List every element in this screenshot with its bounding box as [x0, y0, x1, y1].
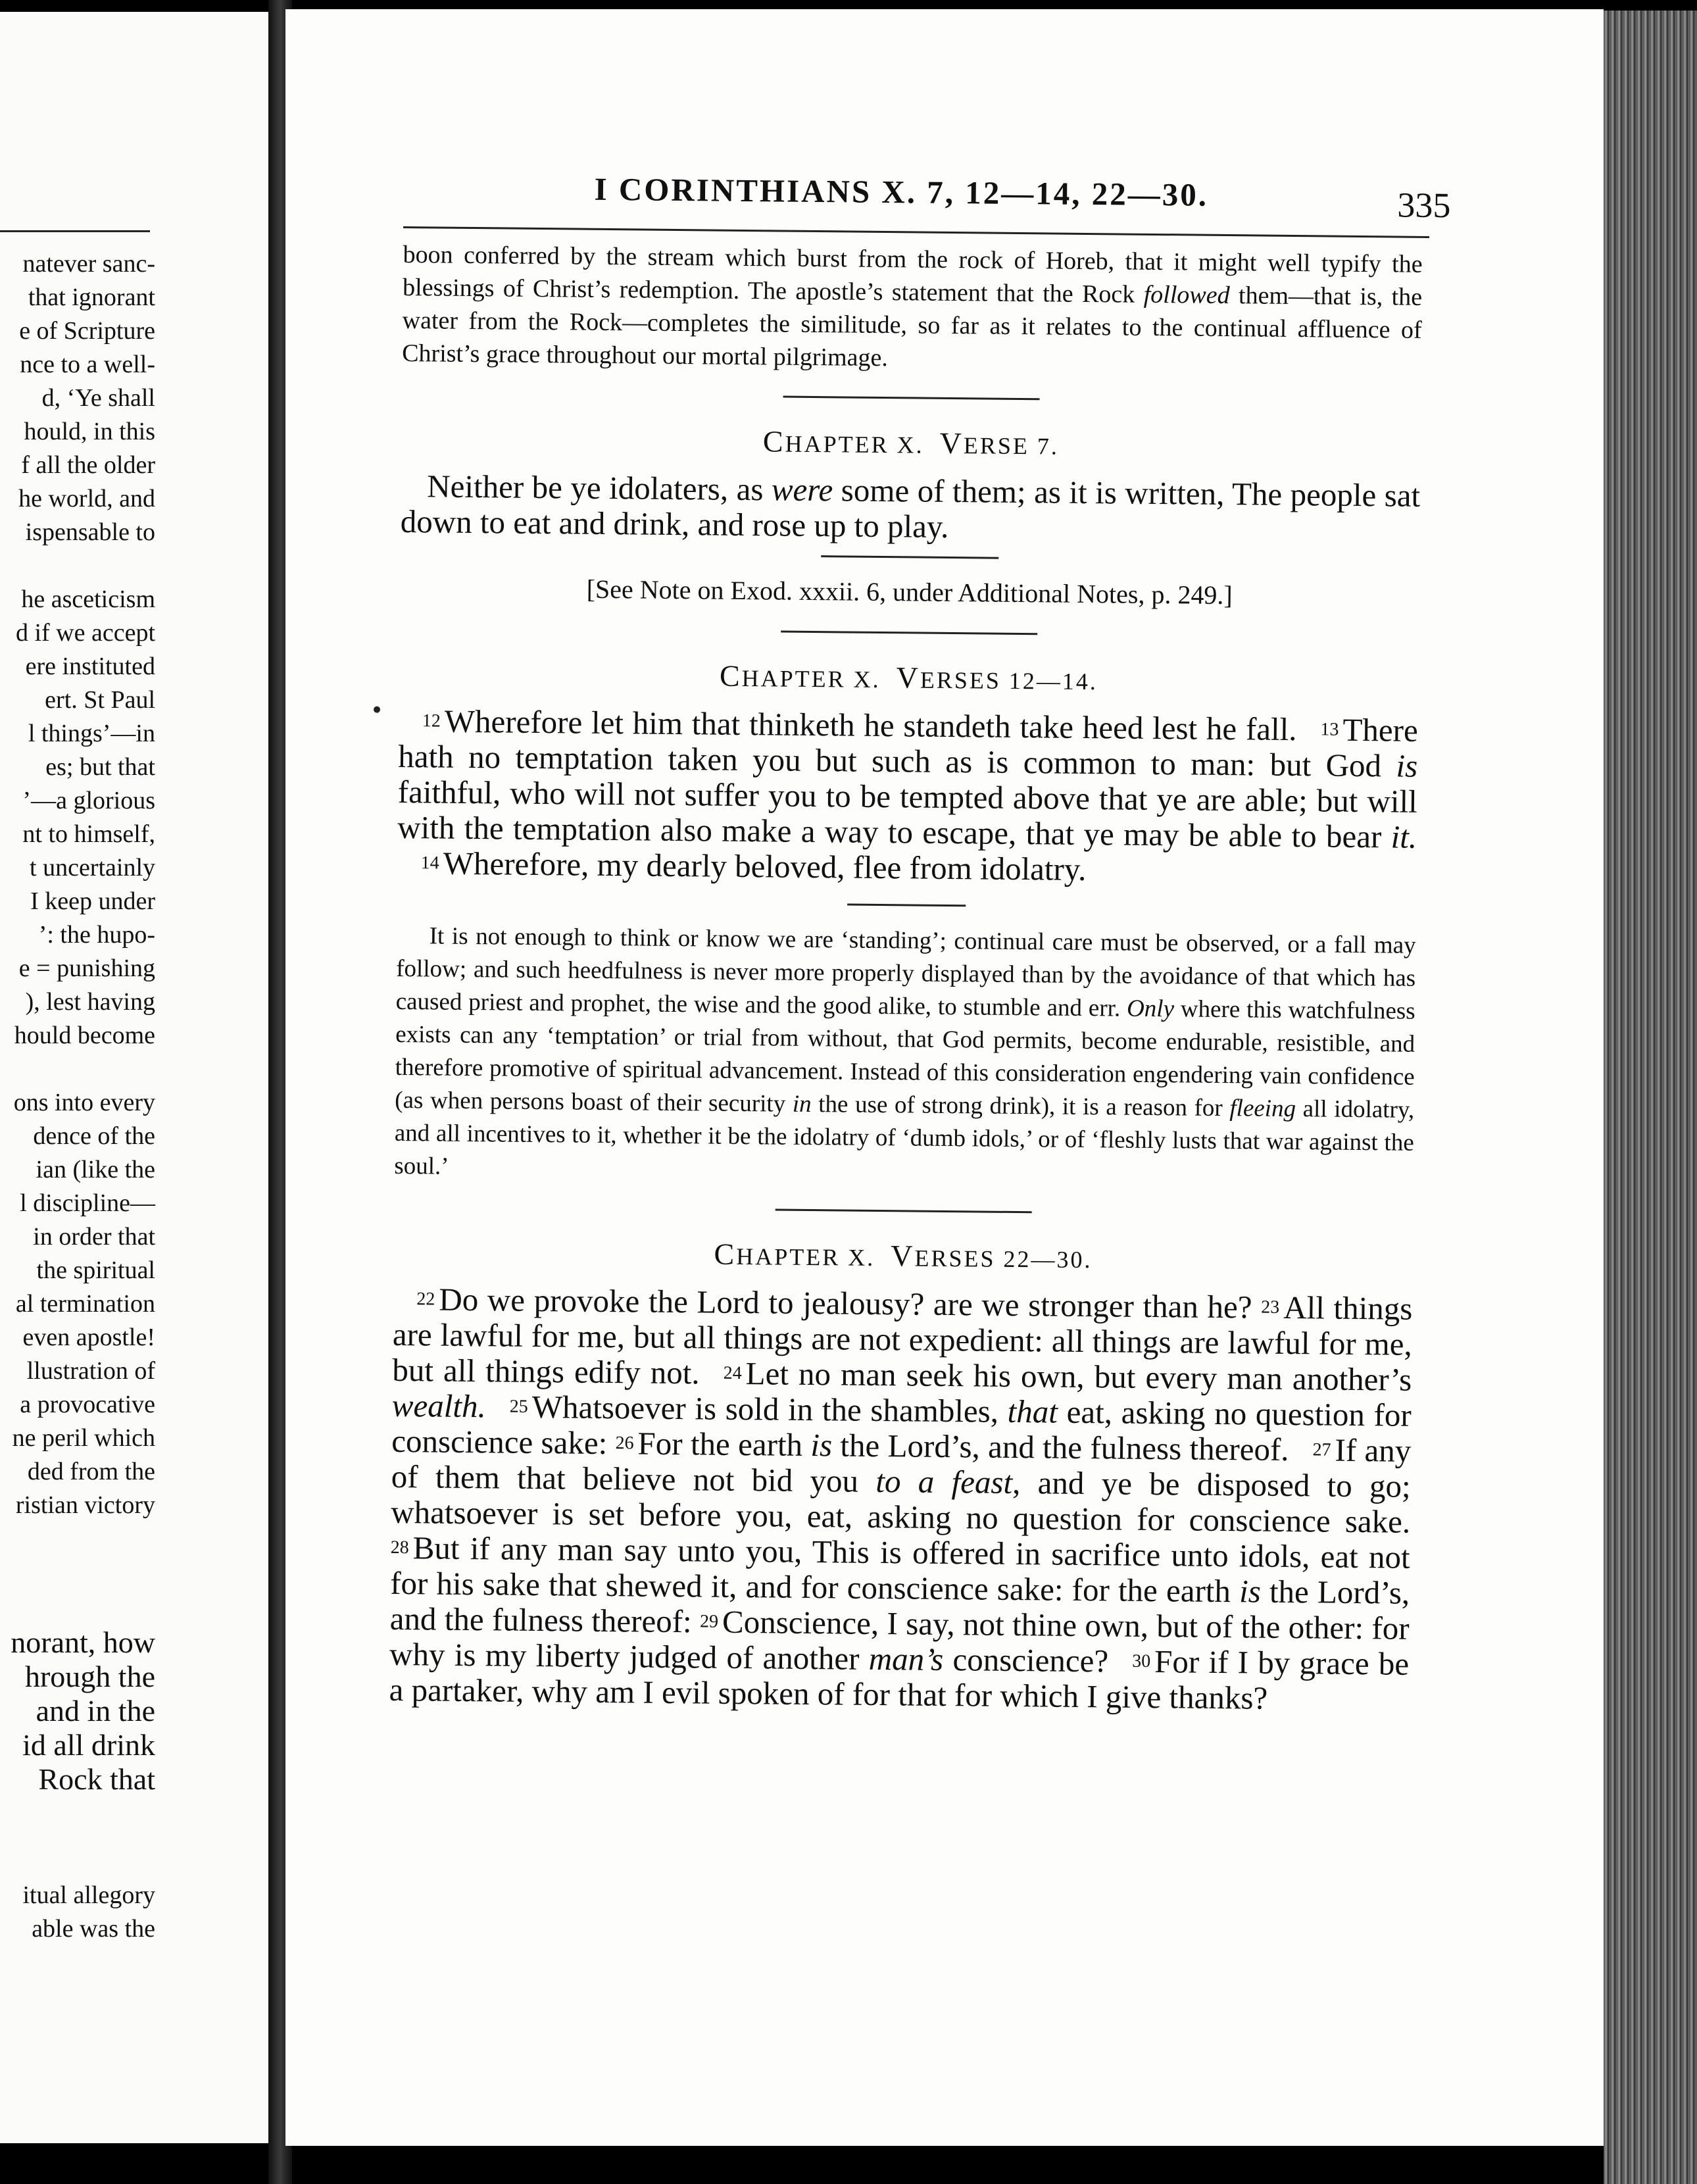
left-page-line: f all the older: [21, 451, 155, 479]
verse-text: eat, asking no question for conscience sake:: [391, 1393, 1412, 1462]
left-page-rule: [0, 230, 150, 232]
verse-text: Neither be ye idolaters, as: [426, 468, 772, 508]
left-page-line: natever sanc-: [22, 250, 155, 278]
verse-text: But if any man say unto you, This is offered in sacrifice unto idols, eat not for his sake that shewed it, and for conscience sake: for the earth: [389, 1529, 1410, 1610]
commentary-text: the use of strong drink), it is a reason for: [811, 1091, 1230, 1122]
verse-italic: were: [771, 471, 833, 509]
left-page-line: ere instituted: [25, 653, 155, 680]
heading-cap: V: [896, 660, 921, 695]
verse-text: faithful, who will not suffer you to be tempted above that ye are able; but will with the temptation also make a way to escape, that ye may be able to bear: [397, 773, 1417, 855]
heading-text: ERSE 7.: [963, 432, 1060, 460]
verse-text: the Lord’s, and the fulness thereof:: [389, 1573, 1410, 1640]
heading-cap: V: [891, 1239, 915, 1273]
left-page-line: able was the: [32, 1915, 155, 1943]
page-335: [285, 9, 1604, 2146]
verse-italic: is: [810, 1427, 833, 1464]
commentary-text: It is not enough to think or know we are ‘standing’; continual care must be observed, or a fall may follow; and such heedfulness is never more properly displayed than by the avoidance of that which has caused priest and prophet, the wise and the good alike, to stumble and err.: [395, 922, 1416, 1022]
verse-text: If any of them that believe not bid you: [391, 1431, 1412, 1499]
verse-number: 14: [420, 853, 439, 874]
verse-italic: man’s: [868, 1640, 944, 1677]
verse-number: 27: [1312, 1439, 1331, 1460]
heading-cap: C: [714, 1237, 737, 1271]
heading-cap: C: [719, 658, 742, 693]
verse-number: 22: [416, 1289, 435, 1310]
left-page-line: he asceticism: [21, 585, 155, 613]
cross-reference-note: [See Note on Exod. xxxii. 6, under Additional Notes, p. 249.]: [586, 574, 1233, 610]
left-page-line: ’—a glorious: [22, 787, 155, 814]
verse-text: some of them; as it is written, The people sat down to eat and drink, and rose up to play.: [400, 472, 1421, 545]
left-page-line: the spiritual: [36, 1256, 155, 1284]
section-divider: [775, 1208, 1032, 1213]
header-rule: [403, 226, 1429, 238]
commentary-text: all idolatry, and all incentives to it, whether it be the idolatry of ‘dumb idols,’ or of ‘fleshly lusts that war against the soul.’: [394, 1095, 1415, 1180]
verse-number: 26: [615, 1433, 634, 1454]
heading-verse-7: [401, 420, 1421, 465]
verse-text: For the earth: [637, 1425, 811, 1464]
page-number: 335: [1397, 185, 1451, 226]
opening-italic: followed: [1143, 280, 1230, 310]
verses-22-30-text: [389, 1281, 1412, 1718]
left-page-line: l discipline—: [20, 1189, 155, 1217]
left-page-line: id all drink: [22, 1728, 155, 1762]
heading-text: ERSES 22—30.: [914, 1245, 1093, 1274]
commentary-italic: Only: [1126, 995, 1175, 1023]
left-page-line: ian (like the: [36, 1156, 155, 1183]
verse-italic: wealth.: [391, 1387, 487, 1425]
left-page-line: nce to a well-: [20, 351, 155, 378]
verses-12-14-text: [397, 703, 1418, 891]
heading-cap: V: [939, 426, 964, 460]
verse-text: Do we provoke the Lord to jealousy? are we stronger than he?: [439, 1281, 1252, 1326]
short-divider: [821, 555, 998, 559]
left-page-line: hrough the: [24, 1660, 155, 1693]
verse-italic: it.: [1390, 818, 1417, 855]
verse-text: There hath no temptation taken you but such as is common to man: but God: [398, 711, 1419, 784]
commentary-text: where this watchfulness exists can any ‘temptation’ or trial from without, that God permits, become endurable, resistible, and therefore promotive of spiritual advancement. Instead of this consideration engendering vain confidence (as when persons boast of their security: [395, 995, 1415, 1118]
left-page-line: ded from the: [27, 1458, 155, 1485]
left-page-line: t uncertainly: [30, 854, 155, 881]
verse-text: the Lord’s, and the fulness thereof.: [831, 1427, 1289, 1468]
section-divider: [781, 631, 1037, 635]
left-page-line: norant, how: [11, 1626, 155, 1659]
short-divider: [847, 904, 966, 907]
verse-number: 30: [1132, 1650, 1151, 1672]
verse-italic: is: [1239, 1573, 1262, 1610]
commentary-italic: fleeing: [1229, 1095, 1296, 1123]
verse-text: Wherefore, my dearly beloved, flee from idolatry.: [443, 845, 1087, 888]
left-page-line: d if we accept: [15, 619, 155, 647]
book-page-edges: [1604, 11, 1697, 2184]
verse-7-text: [400, 468, 1420, 549]
left-page-line: dence of the: [33, 1122, 155, 1150]
commentary-verses-12-14: [394, 920, 1416, 1193]
left-page-line: e = punishing: [18, 955, 155, 982]
opening-text-2: them—that is, the water from the Rock—completes the similitude, so far as it relates to the continual affluence of Christ’s grace throughout our mortal pilgrimage.: [401, 282, 1423, 372]
running-title: I CORINTHIANS X. 7, 12—14, 22—30.: [594, 170, 1209, 213]
heading-text: HAPTER X.: [741, 664, 881, 693]
verse-italic: to a feast: [875, 1462, 1013, 1501]
verse-italic: is: [1396, 747, 1418, 784]
verse-number: 13: [1320, 719, 1339, 740]
running-head: [403, 161, 1451, 243]
left-page-line: I keep under: [30, 887, 155, 915]
left-page-line: l things’—in: [28, 720, 155, 747]
opening-text-1: boon conferred by the stream which burst from the rock of Horeb, that it might well typify the blessings of Christ’s redemption. The apostle’s statement that the Rock: [402, 240, 1423, 309]
page-content: [389, 161, 1451, 1718]
left-page-line: ne peril which: [12, 1424, 155, 1452]
verse-number: 12: [422, 710, 441, 732]
previous-page: [0, 12, 268, 2143]
verse-number: 28: [390, 1537, 409, 1558]
verse-number: 25: [509, 1396, 528, 1417]
left-page-line: ristian victory: [15, 1491, 155, 1519]
heading-text: HAPTER X.: [785, 430, 924, 459]
left-page-line: llustration of: [26, 1357, 155, 1385]
verse-text: For if I by grace be a partaker, why am I evil spoken of for that for which I give thanks?: [389, 1643, 1410, 1716]
heading-cap: C: [762, 424, 785, 459]
left-page-line: hould become: [14, 1022, 155, 1049]
verse-text: conscience?: [943, 1641, 1109, 1679]
commentary-italic: in: [792, 1090, 812, 1118]
verse-text: Conscience, I say, not thine own, but of the other: for why is my liberty judged of another: [389, 1603, 1410, 1677]
verse-number: 23: [1261, 1297, 1280, 1318]
left-page-line: e of Scripture: [19, 317, 155, 345]
stray-ink-mark: [374, 707, 380, 713]
verse-text: Let no man seek his own, but every man another’s: [745, 1355, 1412, 1398]
opening-paragraph: [402, 238, 1423, 380]
verse-text: , and ye be disposed to go; whatsoever is set before you, eat, asking no question for conscience sake.: [391, 1464, 1411, 1540]
left-page-line: ’: the hupo-: [38, 921, 155, 949]
left-page-line: that ignorant: [28, 284, 155, 311]
heading-verses-22-30: [393, 1233, 1413, 1278]
verse-italic: that: [1007, 1393, 1058, 1430]
left-page-line: ispensable to: [25, 518, 155, 546]
left-page-line: ert. St Paul: [45, 686, 155, 714]
left-page-line: al termination: [15, 1290, 155, 1318]
left-page-line: Rock that: [38, 1762, 155, 1796]
heading-text: HAPTER X.: [736, 1243, 875, 1271]
verse-text: Whatsoever is sold in the shambles,: [531, 1388, 1008, 1429]
left-page-line: nt to himself,: [22, 820, 155, 848]
verse-number: 29: [699, 1611, 719, 1632]
left-page-line: he world, and: [18, 485, 155, 512]
left-page-line: ons into every: [13, 1089, 155, 1116]
section-divider: [783, 396, 1040, 401]
left-page-line: ), lest having: [25, 988, 155, 1016]
left-page-line: even apostle!: [22, 1324, 155, 1351]
heading-text: ERSES 12—14.: [920, 666, 1098, 695]
left-page-line: itual allegory: [22, 1881, 155, 1909]
verse-text: All things are lawful for me, but all things are not expedient: all things are lawful for me, but all things edify not.: [392, 1289, 1413, 1391]
verse-text: Wherefore let him that thinketh he standeth take heed lest he fall.: [444, 703, 1297, 748]
left-page-line: hould, in this: [24, 418, 155, 445]
left-page-line: a provocative: [20, 1391, 155, 1418]
left-page-line: d, ‘Ye shall: [41, 384, 155, 412]
left-page-line: in order that: [33, 1223, 155, 1251]
left-page-line: es; but that: [45, 753, 155, 781]
verse-number: 24: [723, 1362, 742, 1384]
left-page-line: and in the: [36, 1694, 155, 1727]
heading-verses-12-14: [399, 655, 1418, 700]
